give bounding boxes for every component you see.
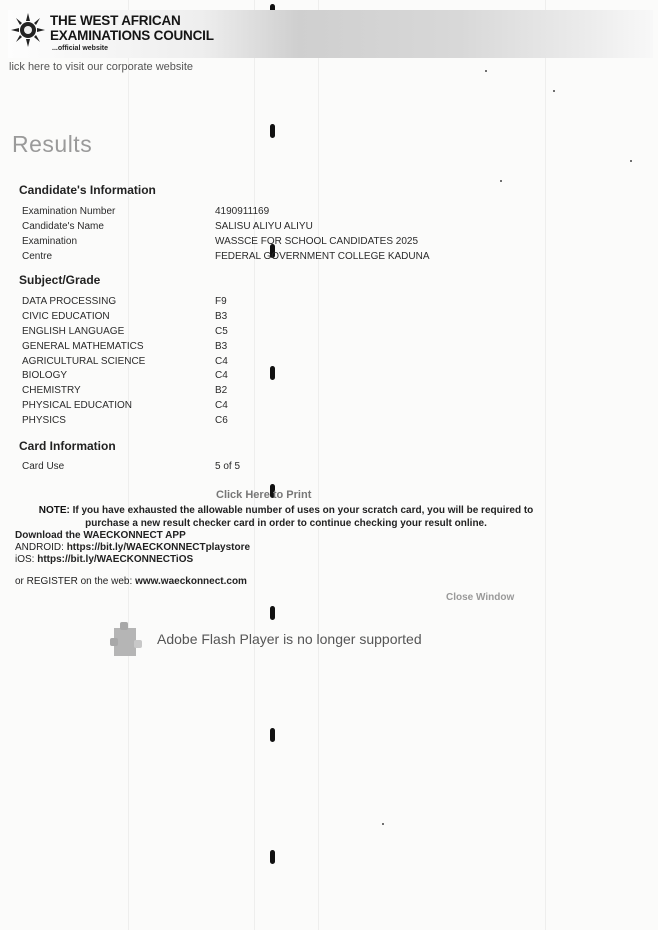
candidate-info-heading: Candidate's Information [19,183,156,197]
candidate-field-value: 4190911169 [215,206,270,217]
subject-name: PHYSICAL EDUCATION [22,400,133,411]
note-line2: purchase a new result checker card in order to continue checking your result online. [85,518,487,529]
card-info-heading: Card Information [19,439,116,453]
subject-name: GENERAL MATHEMATICS [22,341,144,352]
app-download-heading: Download the WAECKONNECT APP [15,530,186,541]
scan-blot [270,850,275,864]
scan-streak [254,0,255,930]
waec-logo-icon [10,12,46,48]
scan-blot [270,366,275,380]
print-button[interactable]: Click Here to Print [216,489,312,501]
subject-grade: C5 [215,326,228,337]
organization-name-line1: THE WEST AFRICAN [50,13,181,28]
candidate-field-label: Candidate's Name [22,221,104,232]
subject-name: CIVIC EDUCATION [22,311,110,322]
corporate-website-link[interactable]: lick here to visit our corporate website [9,61,194,73]
subject-name: BIOLOGY [22,370,68,381]
scan-blot [270,124,275,138]
register-prefix: or REGISTER on the web: [15,576,133,587]
candidate-field-label: Centre [22,251,53,262]
scan-speck [500,180,502,182]
candidate-field-value: SALISU ALIYU ALIYU [215,221,313,232]
subject-name: AGRICULTURAL SCIENCE [22,356,146,367]
ios-link[interactable]: https://bit.ly/WAECKONNECTiOS [37,554,194,565]
subject-name: PHYSICS [22,415,66,426]
subject-grade: C4 [215,356,228,367]
organization-name-line2: EXAMINATIONS COUNCIL [50,28,214,43]
candidate-field-value: WASSCE FOR SCHOOL CANDIDATES 2025 [215,236,419,247]
scan-speck [553,90,555,92]
android-link[interactable]: https://bit.ly/WAECKONNECTplaystore [66,542,251,553]
subject-grade: C4 [215,370,228,381]
subject-grade: F9 [215,296,227,307]
subject-grade: C4 [215,400,228,411]
subject-grade: B2 [215,385,228,396]
organization-name [50,13,214,43]
note-prefix: NOTE: [38,505,70,516]
organization-subtitle: ...official website [52,45,109,52]
subject-name: CHEMISTRY [22,385,81,396]
scan-blot [270,728,275,742]
candidate-field-label: Examination [22,236,78,247]
note-line1: If you have exhausted the allowable number of uses on your scratch card, you will be required to [72,505,534,516]
close-window-button[interactable]: Close Window [446,592,515,603]
scan-streak [545,0,546,930]
scan-blot [270,606,275,620]
subject-grade: C6 [215,415,228,426]
candidate-field-value: FEDERAL GOVERNMENT COLLEGE KADUNA [215,251,430,262]
subject-grade: B3 [215,341,228,352]
android-line [15,542,250,553]
plugin-icon [110,620,142,660]
scan-speck [630,160,632,162]
subject-grade: B3 [215,311,228,322]
android-label: ANDROID: [15,542,64,553]
scan-streak [318,0,319,930]
subject-name: ENGLISH LANGUAGE [22,326,125,337]
candidate-field-label: Examination Number [22,206,116,217]
card-use-label: Card Use [22,461,65,472]
register-link[interactable]: www.waeckonnect.com [135,576,247,587]
ios-line [15,554,193,565]
card-use-value: 5 of 5 [215,461,241,472]
page-title: Results [12,131,93,157]
scan-streak [128,0,129,930]
scan-speck [382,823,384,825]
register-line [15,576,247,587]
scratch-card-note [14,504,558,530]
flash-unsupported-message: Adobe Flash Player is no longer supported [157,631,422,647]
subject-name: DATA PROCESSING [22,296,117,307]
ios-label: iOS: [15,554,35,565]
subject-grade-heading: Subject/Grade [19,273,101,287]
scan-speck [485,70,487,72]
